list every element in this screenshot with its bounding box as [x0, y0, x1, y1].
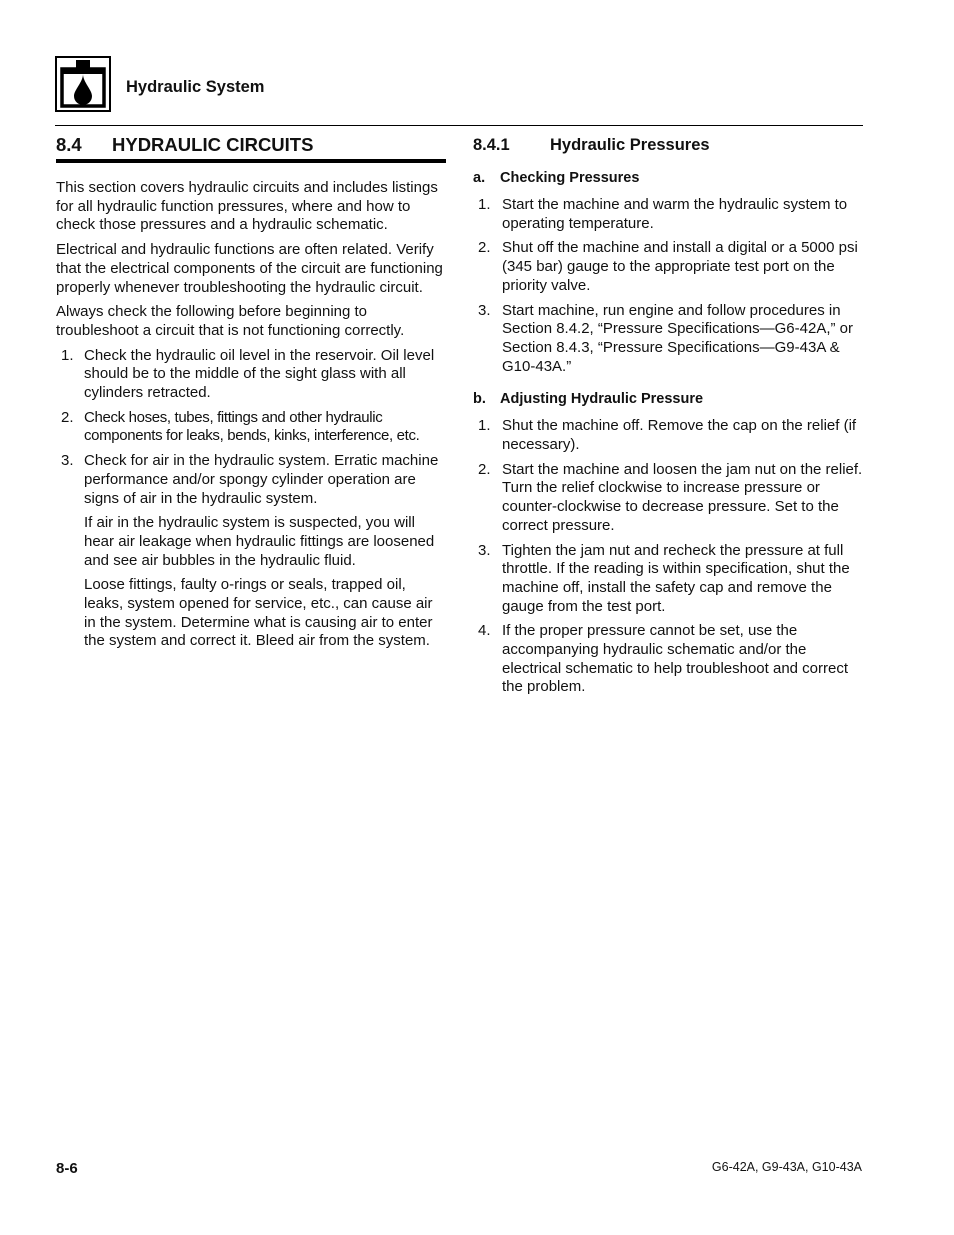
list-item-text: Check the hydraulic oil level in the reservoir. Oil level should be to the middle of the sight glass with all cylinders retracted.: [84, 346, 435, 402]
list-item-text: Check for air in the hydraulic system. Erratic machine performance and/or spongy cylinder operation are signs of air in the hydraulic system.: [84, 452, 439, 507]
adjusting-pressure-list: [473, 417, 863, 697]
header-divider: [55, 125, 863, 126]
list-item-number: 1.: [478, 196, 491, 213]
list-item-text: Start machine, run engine and follow procedures in Section 8.4.2, “Pressure Specifications—G6-42A,” or Section 8.4.3, “Pressure Specifications—G9-43A & G10-43A.”: [502, 301, 853, 375]
right-column: [473, 134, 863, 703]
list-item-text: Shut the machine off. Remove the cap on the relief (if necessary).: [502, 417, 857, 454]
section-heading: [56, 134, 446, 163]
page-number: 8-6: [56, 1160, 78, 1177]
intro-paragraph: This section covers hydraulic circuits and includes listings for all hydraulic function pressures, where and how to check those pressures and a hydraulic schematic.: [56, 179, 438, 234]
section-header: Hydraulic System: [126, 78, 265, 96]
list-item: [473, 542, 863, 617]
list-item-number: 4.: [478, 622, 491, 640]
list-item-number: 2.: [478, 460, 491, 478]
list-item-text: Tighten the jam nut and recheck the pressure at full throttle. If the reading is within specification, shut the machine off, install the safety cap and remove the gauge from the test port.: [502, 541, 850, 615]
heading-letter: a.: [473, 170, 486, 186]
list-item-number: 1.: [61, 346, 74, 364]
list-item: [473, 239, 863, 295]
list-item-text: If the proper pressure cannot be set, use the accompanying hydraulic schematic and/or the electrical schematic to help troubleshoot and correct the problem.: [502, 622, 849, 696]
list-item: [473, 461, 863, 536]
model-list: G6-42A, G9-43A, G10-43A: [711, 1160, 862, 1174]
subsection-heading-text: Hydraulic Pressures: [550, 136, 710, 154]
section-heading-number: 8.4: [56, 134, 82, 155]
checking-pressures-heading: [473, 169, 863, 187]
list-item-note: If air in the hydraulic system is suspected, you will hear air leakage when hydraulic fittings are loosened and see air bubbles in the hydraulic fluid.: [84, 514, 435, 569]
hydraulic-drop-icon: [55, 56, 111, 112]
list-item: [473, 622, 863, 697]
list-item: [56, 409, 446, 446]
section-heading-text: HYDRAULIC CIRCUITS: [112, 134, 314, 155]
list-item-text: Check hoses, tubes, fittings and other hydraulic components for leaks, bends, kinks, interference, etc.: [84, 408, 420, 445]
list-item-number: 3.: [61, 452, 74, 470]
heading-letter: b.: [473, 391, 486, 408]
list-item-number: 3.: [478, 301, 491, 319]
list-item: [56, 347, 446, 403]
list-item-text: Shut off the machine and install a digital or a 5000 psi (345 bar) gauge to the appropriate test port on the priority valve.: [502, 239, 858, 294]
list-item-number: 2.: [61, 408, 74, 426]
pre-check-list: [56, 347, 446, 652]
list-item-number: 2.: [478, 239, 491, 257]
heading-title: Adjusting Hydraulic Pressure: [500, 391, 704, 408]
subsection-heading: [473, 134, 863, 156]
subsection-heading-number: 8.4.1: [473, 136, 510, 154]
adjusting-pressure-heading: [473, 390, 863, 408]
list-item: [473, 302, 863, 377]
list-item: [473, 196, 863, 233]
list-item-text: Start the machine and loosen the jam nut on the relief. Turn the relief clockwise to increase pressure or counter-clockwise to decrease pressure. Set to the correct pressure.: [502, 460, 863, 534]
list-item: [473, 417, 863, 454]
list-item-number: 3.: [478, 541, 491, 559]
heading-title: Checking Pressures: [500, 170, 640, 186]
list-item-text: Start the machine and warm the hydraulic system to operating temperature.: [502, 196, 848, 232]
checking-pressures-list: [473, 196, 863, 376]
list-item: [56, 452, 446, 651]
check-paragraph: Always check the following before beginning to troubleshoot a circuit that is not functioning correctly.: [56, 303, 405, 339]
list-item-note: Loose fittings, faulty o-rings or seals, trapped oil, leaks, system opened for service, etc., can cause air in the system. Determine what is causing air to enter the system and correct it. Bleed air from the system.: [84, 576, 433, 650]
electrical-paragraph: Electrical and hydraulic functions are often related. Verify that the electrical components of the circuit are functioning properly whenever troubleshooting the hydraulic circuit.: [56, 241, 443, 296]
left-column: [56, 134, 446, 657]
list-item-number: 1.: [478, 417, 491, 435]
